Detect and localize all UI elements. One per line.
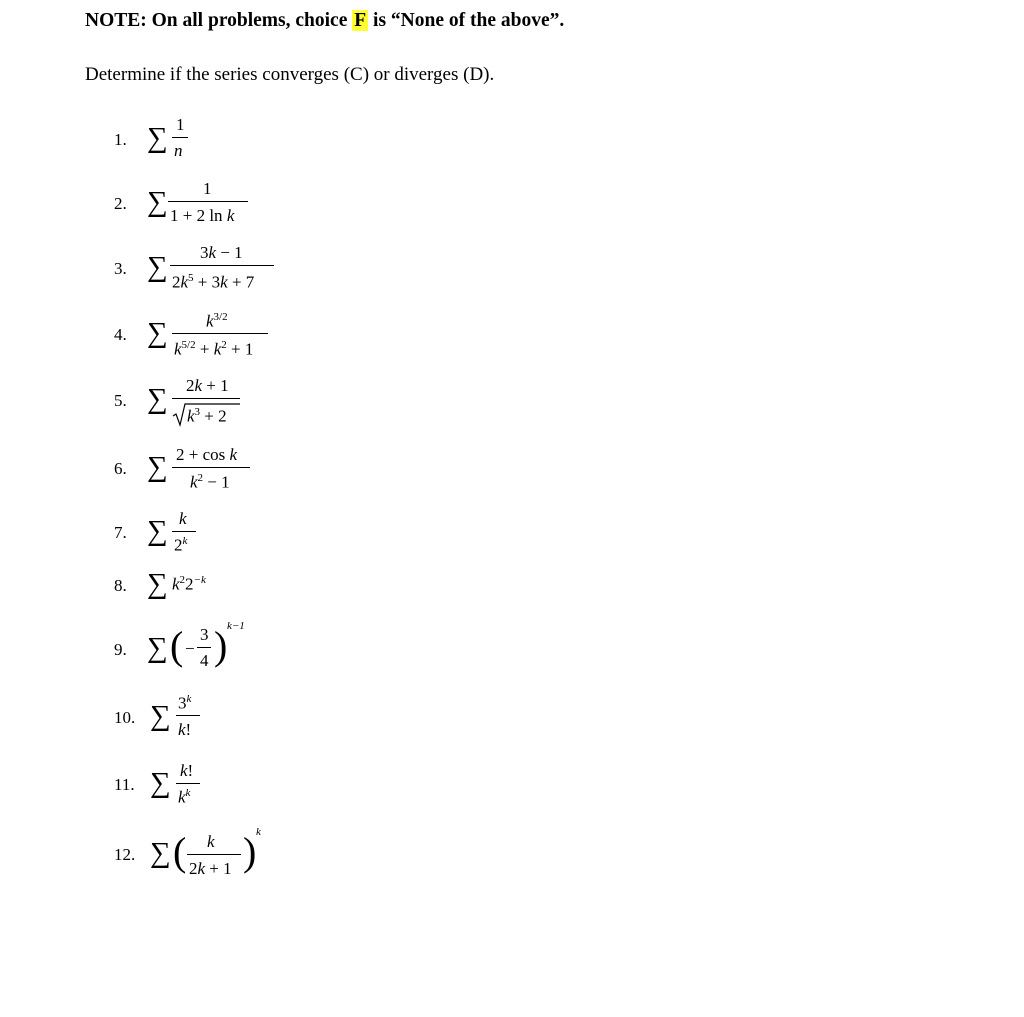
numerator: 1 bbox=[203, 179, 212, 198]
right-paren: ) bbox=[243, 829, 257, 874]
fraction-bar bbox=[170, 265, 274, 266]
radicand: $k^3 + 2$ bbox=[187, 406, 227, 426]
denominator: $2k^5 + 3k + 7$ bbox=[172, 272, 255, 292]
problem-9 bbox=[110, 618, 370, 678]
denominator: k! bbox=[178, 720, 192, 739]
negative-sign: − bbox=[185, 639, 195, 658]
problem-number: 8. bbox=[114, 576, 127, 595]
sigma-symbol: ∑ bbox=[147, 186, 168, 218]
note-suffix: is “None of the above”. bbox=[368, 10, 565, 31]
problem-6 bbox=[110, 444, 370, 504]
problem-number: 10. bbox=[114, 708, 136, 727]
numerator: k bbox=[179, 509, 187, 528]
sigma-symbol: ∑ bbox=[147, 568, 168, 600]
problem-5 bbox=[110, 374, 370, 434]
fraction-bar bbox=[172, 531, 196, 532]
sigma-symbol: ∑ bbox=[147, 317, 168, 349]
outer-exponent: k bbox=[256, 826, 261, 838]
numerator: 3$^k$ bbox=[178, 693, 192, 713]
problem-8 bbox=[110, 565, 370, 625]
instructions: Determine if the series converges (C) or diverges (D). bbox=[85, 64, 495, 85]
numerator: 1 bbox=[176, 115, 185, 134]
problem-7 bbox=[110, 508, 370, 568]
problem-1 bbox=[110, 112, 370, 172]
sigma-symbol: ∑ bbox=[150, 837, 171, 869]
numerator: k! bbox=[180, 761, 194, 780]
problem-11 bbox=[110, 757, 370, 817]
problem-number: 2. bbox=[114, 194, 127, 213]
fraction-bar bbox=[172, 467, 250, 468]
problem-number: 7. bbox=[114, 523, 127, 542]
sigma-symbol: ∑ bbox=[147, 451, 168, 483]
numerator: k bbox=[207, 832, 215, 851]
problem-number: 6. bbox=[114, 459, 127, 478]
fraction-bar bbox=[176, 783, 200, 784]
problem-number: 9. bbox=[114, 640, 127, 659]
sigma-symbol: ∑ bbox=[147, 632, 168, 664]
denominator: $k^k$ bbox=[178, 787, 191, 807]
problem-3 bbox=[110, 242, 370, 302]
fraction-bar bbox=[187, 854, 241, 855]
outer-exponent: k−1 bbox=[227, 620, 245, 632]
problem-number: 11. bbox=[114, 775, 135, 794]
fraction-bar bbox=[172, 398, 240, 399]
sigma-symbol: ∑ bbox=[147, 383, 168, 415]
sigma-symbol: ∑ bbox=[150, 767, 171, 799]
denominator: $k^2 - 1$ bbox=[190, 472, 230, 492]
note-prefix: NOTE: On all problems, choice bbox=[85, 10, 353, 31]
problem-12 bbox=[110, 822, 370, 882]
problem-10 bbox=[110, 690, 370, 750]
right-paren: ) bbox=[214, 623, 228, 668]
denominator: 1 + 2 ln k bbox=[170, 206, 235, 225]
problem-number: 12. bbox=[114, 845, 136, 864]
problem-number: 4. bbox=[114, 325, 127, 344]
numerator: 3 bbox=[200, 625, 209, 644]
sigma-symbol: ∑ bbox=[147, 251, 168, 283]
left-paren: ( bbox=[170, 623, 184, 668]
denominator: $k^{5/2} + k^2 + 1$ bbox=[174, 339, 254, 359]
numerator: 2 + cos k bbox=[176, 445, 238, 464]
numerator: 2k + 1 bbox=[186, 376, 229, 395]
fraction-bar bbox=[176, 715, 200, 716]
sigma-symbol: ∑ bbox=[147, 122, 168, 154]
denominator: n bbox=[174, 141, 183, 160]
problem-number: 1. bbox=[114, 130, 127, 149]
sigma-symbol: ∑ bbox=[150, 700, 171, 732]
problem-4 bbox=[110, 308, 370, 368]
denominator: 4 bbox=[200, 651, 209, 670]
problem-number: 5. bbox=[114, 391, 127, 410]
denominator: 2$^k$ bbox=[174, 535, 188, 555]
note-text bbox=[85, 10, 564, 32]
denominator: 2k + 1 bbox=[189, 859, 232, 878]
numerator: 3k − 1 bbox=[200, 243, 243, 262]
left-paren: ( bbox=[173, 829, 187, 874]
series-term: $k^22^{-k}$ bbox=[172, 574, 206, 594]
problem-2 bbox=[110, 178, 370, 238]
problem-number: 3. bbox=[114, 259, 127, 278]
fraction-bar bbox=[172, 333, 268, 334]
sigma-symbol: ∑ bbox=[147, 515, 168, 547]
numerator: $k^{3/2}$ bbox=[206, 311, 228, 331]
fraction-bar bbox=[197, 647, 211, 648]
fraction-bar bbox=[168, 201, 248, 202]
choice-f-highlight: F bbox=[354, 10, 367, 31]
fraction-bar bbox=[172, 137, 188, 138]
